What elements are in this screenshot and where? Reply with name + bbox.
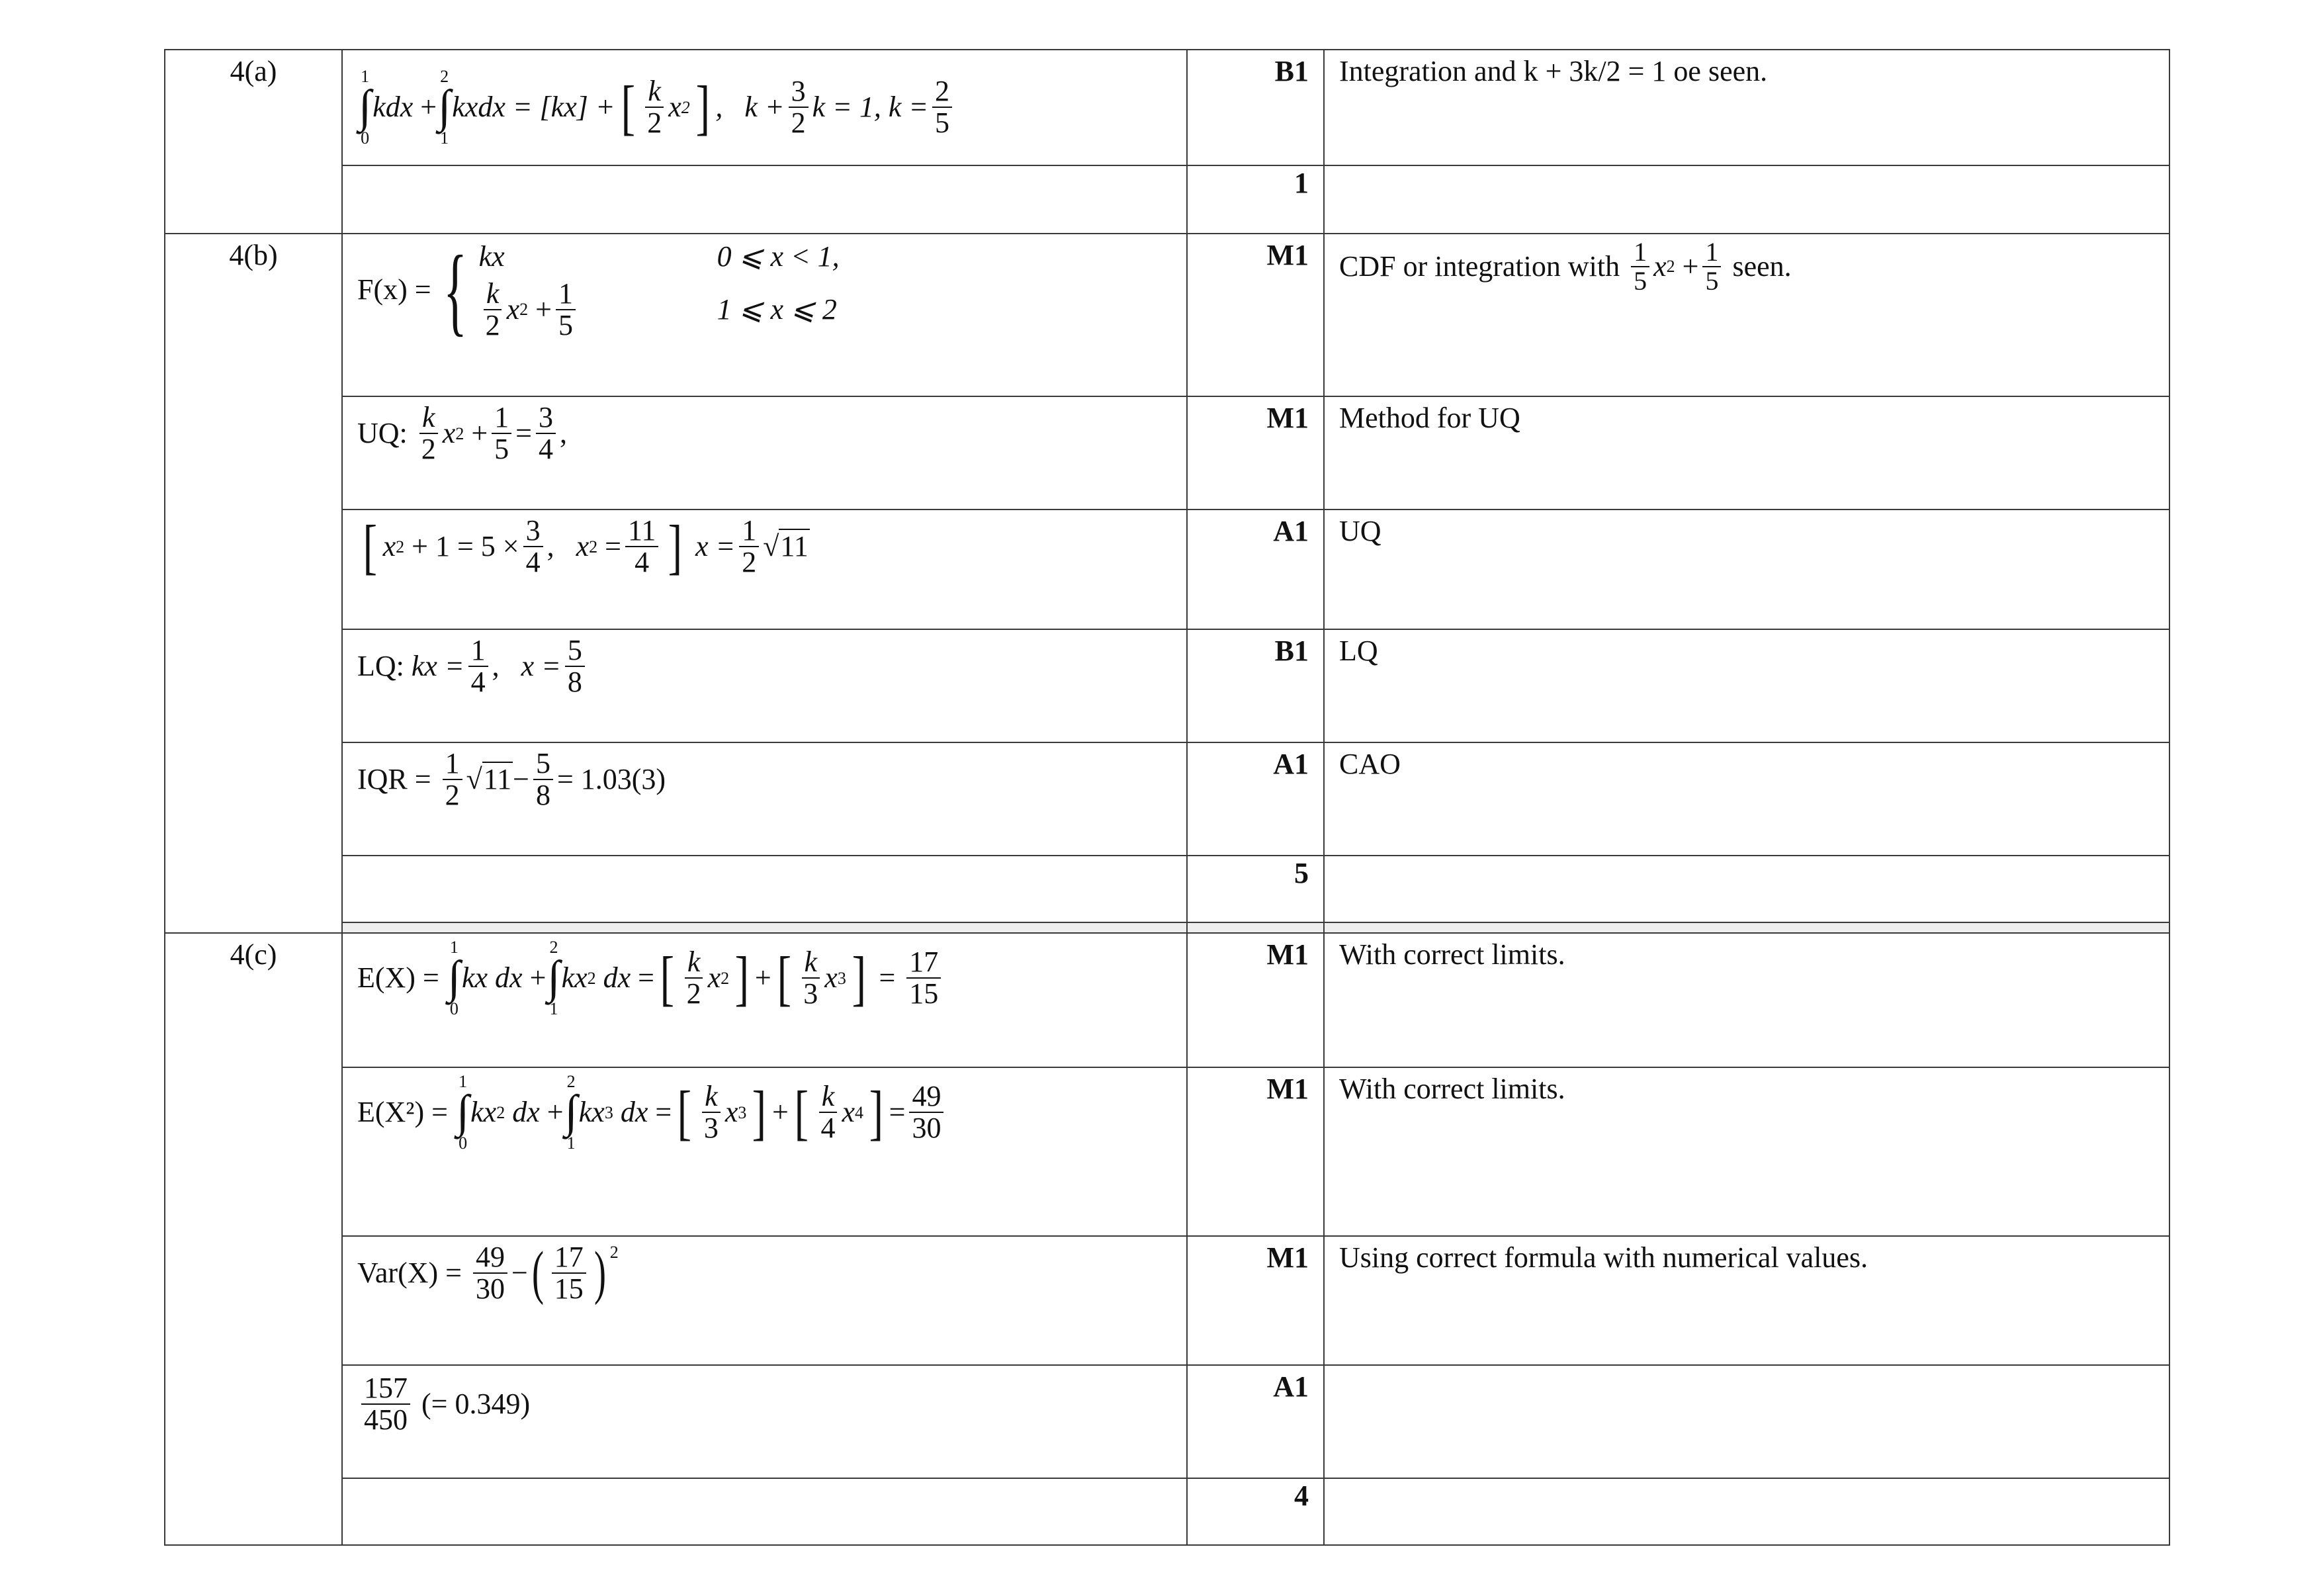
row-4c-total: [165, 1478, 2169, 1545]
guidance-text: Integration and k + 3k/2 = 1 oe seen.: [1324, 50, 2169, 165]
integral: 1 ∫ 0: [359, 67, 372, 148]
integral: 2 ∫ 1: [438, 67, 451, 148]
total-marks: 4: [1187, 1478, 1324, 1545]
row-4b-uq-method: [165, 396, 2169, 510]
guidance-text: Method for UQ: [1324, 396, 2169, 510]
mark-code: M1: [1187, 1236, 1324, 1365]
mark-scheme-sheet: [164, 49, 2169, 1546]
row-4c-final: [165, 1365, 2169, 1478]
guidance-text: CDF or integration with $\frac{1}{5}$ x 2 + $\frac{1}{5}$ seen.: [1324, 234, 2169, 396]
mark-code: A1: [1187, 1365, 1324, 1478]
row-4c-ex: [165, 933, 2169, 1067]
answer-cell: $\frac{157}{450}$ (= 0.349): [342, 1365, 1187, 1478]
mark-scheme-table: [164, 49, 2170, 1546]
answer-cell: Var(X) = $\frac{49}{30}$ − ( $\frac{17}{15}$ ) $^2$: [342, 1236, 1187, 1365]
answer-cell-empty: [342, 1478, 1187, 1545]
row-4b-lq: [165, 629, 2169, 742]
answer-cell-empty: [342, 165, 1187, 234]
mark-code: A1: [1187, 510, 1324, 629]
mark-code: M1: [1187, 1067, 1324, 1236]
question-label: 4(c): [165, 933, 342, 1545]
answer-cell: E(X) = 1 ∫ 0 kx dx + 2 ∫ 1 kx 2 dx = [ $\frac{k}{2}$ x 2 ] + [ $\frac{k}{3}$ x 3 ] = $\frac{17}{15}$: [342, 933, 1187, 1067]
guidance-empty: [1324, 165, 2169, 234]
mark-code: B1: [1187, 50, 1324, 165]
answer-cell-empty: [342, 856, 1187, 922]
row-4a-total: [165, 165, 2169, 234]
mark-code: M1: [1187, 933, 1324, 1067]
total-marks: 1: [1187, 165, 1324, 234]
mark-code: M1: [1187, 234, 1324, 396]
guidance-text: [1324, 1365, 2169, 1478]
guidance-empty: [1324, 1478, 2169, 1545]
guidance-text: CAO: [1324, 742, 2169, 856]
question-label: 4(b): [165, 234, 342, 933]
answer-cell: 1 ∫ 0 kdx + 2 ∫ 1 kxdx = [kx] + [ $\frac{k}{2}$ x 2 ] , k + $\frac{3}{2}$ k = 1, k = $\frac{2}{5}$: [342, 50, 1187, 165]
guidance-empty: [1324, 856, 2169, 922]
section-divider: [165, 922, 2169, 933]
answer-cell: E(X²) = 1 ∫ 0 kx 2 dx + 2 ∫ 1 kx 3 dx = [ $\frac{k}{3}$ x 3 ] + [ $\frac{k}{4}$ x 4 ] = $\frac{49}{30}$: [342, 1067, 1187, 1236]
row-4b-cdf: [165, 234, 2169, 396]
answer-cell: LQ: kx = $\frac{1}{4}$ , x = $\frac{5}{8}$: [342, 629, 1187, 742]
guidance-text: UQ: [1324, 510, 2169, 629]
answer-cell: IQR = $\frac{1}{2}$ √11 − $\frac{5}{8}$ = 1.03(3): [342, 742, 1187, 856]
row-4c-var: [165, 1236, 2169, 1365]
question-label: 4(a): [165, 50, 342, 234]
row-4c-ex2: [165, 1067, 2169, 1236]
mark-code: A1: [1187, 742, 1324, 856]
guidance-text: LQ: [1324, 629, 2169, 742]
mark-code: B1: [1187, 629, 1324, 742]
mark-code: M1: [1187, 396, 1324, 510]
row-4b-iqr: [165, 742, 2169, 856]
row-4b-total: [165, 856, 2169, 922]
guidance-text: With correct limits.: [1324, 933, 2169, 1067]
guidance-text: With correct limits.: [1324, 1067, 2169, 1236]
total-marks: 5: [1187, 856, 1324, 922]
row-4a-answer: [165, 50, 2169, 165]
row-4b-uq: [165, 510, 2169, 629]
answer-cell: F(x) = { kx 0 ⩽ x < 1, $\frac{k}{2}$ x 2 + $\frac{1}{5}$ 1 ⩽ x ⩽ 2: [342, 234, 1187, 396]
answer-cell: UQ: $\frac{k}{2}$ x 2 + $\frac{1}{5}$ = $\frac{3}{4}$ ,: [342, 396, 1187, 510]
answer-cell: [ x 2 + 1 = 5 × $\frac{3}{4}$ , x 2 = $\frac{11}{4}$ ] x = $\frac{1}{2}$ √11: [342, 510, 1187, 629]
guidance-text: Using correct formula with numerical values.: [1324, 1236, 2169, 1365]
